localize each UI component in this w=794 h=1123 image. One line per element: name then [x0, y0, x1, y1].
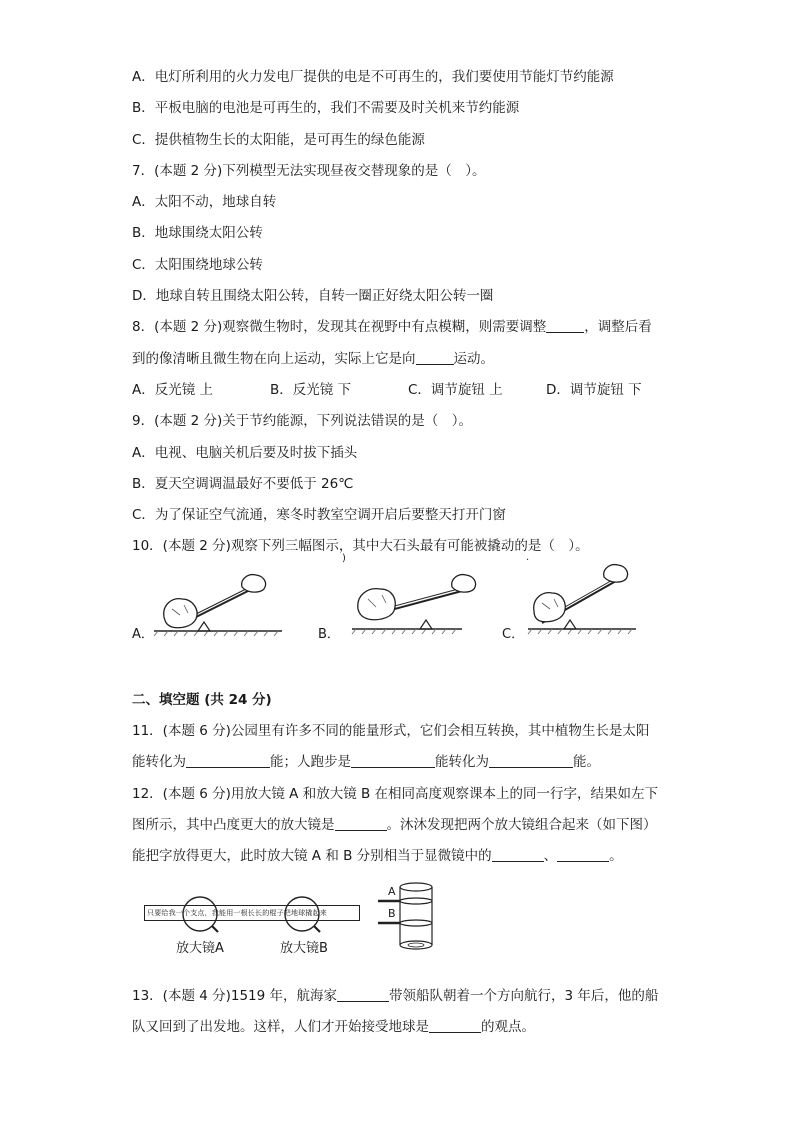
q6-option-c: C．提供植物生长的太阳能，是可再生的绿色能源	[132, 131, 425, 148]
answer-blank[interactable]	[351, 753, 435, 768]
q8-stem-line1	[132, 312, 668, 343]
q10-label-b: B．	[318, 626, 340, 642]
q10-figures	[132, 552, 668, 657]
q8-stem-text: ，调整后看	[584, 319, 652, 336]
answer-blank[interactable]	[489, 753, 573, 768]
lens-a-label: 放大镜A	[176, 940, 224, 956]
q8-option-d: D．调节旋钮 下	[546, 381, 642, 398]
q8-stem-line2	[132, 344, 668, 375]
q8-options	[132, 375, 668, 406]
svg-text:·: ·	[526, 554, 530, 566]
tube-mark-a: A	[388, 884, 396, 898]
q9-option-a: A．电视、电脑关机后要及时拔下插头	[132, 444, 358, 461]
answer-blank[interactable]	[335, 816, 387, 831]
q11-text: 能转化为	[435, 754, 489, 771]
q7-stem: 7．(本题 2 分)下列模型无法实现昼夜交替现象的是（ ）。	[132, 162, 486, 179]
q12-text: 。沐沐发现把两个放大镜组合起来（如下图）	[386, 816, 657, 833]
q12-text: 、	[543, 848, 558, 865]
q7-option-b: B．地球围绕太阳公转	[132, 225, 263, 242]
answer-blank[interactable]	[429, 1018, 481, 1033]
q8-stem-text: 8．(本题 2 分)观察微生物时，发现其在视野中有点模糊，则需要调整	[132, 319, 547, 336]
worksheet-page	[132, 62, 668, 1043]
q9-option-b: B．夏天空调调温最好不要低于 26℃	[132, 475, 354, 492]
q8-option-b: B．反光镜 下	[270, 381, 352, 398]
q10-label-c: C．	[502, 626, 525, 642]
q8-stem-text: 到的像清晰且微生物在向上运动，实际上它是向	[132, 350, 416, 367]
q10-stem: 10．(本题 2 分)观察下列三幅图示，其中大石头最有可能被撬动的是（ ）。	[132, 538, 589, 555]
tube-mark-b: B	[388, 906, 396, 920]
q6-option-b: B．平板电脑的电池是可再生的，我们不需要及时关机来节约能源	[132, 100, 520, 117]
q13-line1	[132, 981, 668, 1012]
section-2-title: 二、填空题 (共 24 分)	[132, 691, 272, 708]
q7-option-c: C．太阳围绕地球公转	[132, 256, 263, 273]
q11-line1: 11．(本题 6 分)公园里有许多不同的能量形式，它们会相互转换，其中植物生长是太阳	[132, 723, 650, 740]
q10-label-a: A．	[132, 626, 154, 642]
q12-line1: 12．(本题 6 分)用放大镜 A 和放大镜 B 在相同高度观察课本上的同一行字，结果如左下	[132, 785, 659, 802]
q11-line2	[132, 747, 668, 778]
answer-blank[interactable]	[416, 350, 454, 365]
q13-line2	[132, 1012, 668, 1043]
answer-blank[interactable]	[557, 847, 609, 862]
combined-lens-tube	[376, 877, 446, 967]
q13-text: 13．(本题 4 分)1519 年，航海家	[132, 987, 338, 1004]
q12-line3	[132, 841, 668, 872]
q8-stem-text: 运动。	[453, 350, 494, 367]
svg-text:): )	[342, 552, 346, 564]
q12-line2	[132, 810, 668, 841]
q7-option-d: D．地球自转且围绕太阳公转，自转一圈正好绕太阳公转一圈	[132, 288, 494, 305]
lever-figure-b	[342, 552, 492, 647]
q8-option-a: A．反光镜 上	[132, 381, 214, 398]
q12-text: 能把字放得更大，此时放大镜 A 和 B 分别相当于显微镜中的	[132, 848, 492, 865]
q11-text: 能。	[573, 754, 600, 771]
q13-text: 带领船队朝着一个方向航行，3 年后，他的船	[389, 987, 659, 1004]
q13-text: 队又回到了出发地。这样，人们才开始接受地球是	[132, 1018, 429, 1035]
answer-blank[interactable]	[186, 753, 270, 768]
textbook-line-text: 只要给我一个支点，我能用一根长长的棍子把地球撬起来	[147, 908, 327, 917]
lever-figure-a	[154, 569, 304, 649]
answer-blank[interactable]	[492, 847, 544, 862]
answer-blank[interactable]	[546, 318, 584, 333]
q12-text: 。	[609, 848, 623, 865]
q7-option-a: A．太阳不动，地球自转	[132, 194, 277, 211]
q6-option-a: A．电灯所利用的火力发电厂提供的电是不可再生的，我们要使用节能灯节约能源	[132, 69, 614, 85]
q12-text: 图所示，其中凸度更大的放大镜是	[132, 816, 335, 833]
q13-text: 的观点。	[481, 1018, 535, 1035]
q12-figure	[132, 877, 668, 973]
answer-blank[interactable]	[337, 987, 389, 1002]
q11-text: 能转化为	[132, 754, 186, 771]
q11-text: 能；人跑步是	[270, 754, 351, 771]
q9-option-c: C．为了保证空气流通，寒冬时教室空调开启后要整天打开门窗	[132, 507, 506, 524]
magnifier-lenses	[132, 889, 392, 959]
q8-option-c: C．调节旋钮 上	[408, 381, 503, 398]
lever-figure-c	[524, 554, 674, 649]
lens-b-label: 放大镜B	[280, 940, 328, 956]
q9-stem: 9．(本题 2 分)关于节约能源，下列说法错误的是（ ）。	[132, 413, 473, 430]
